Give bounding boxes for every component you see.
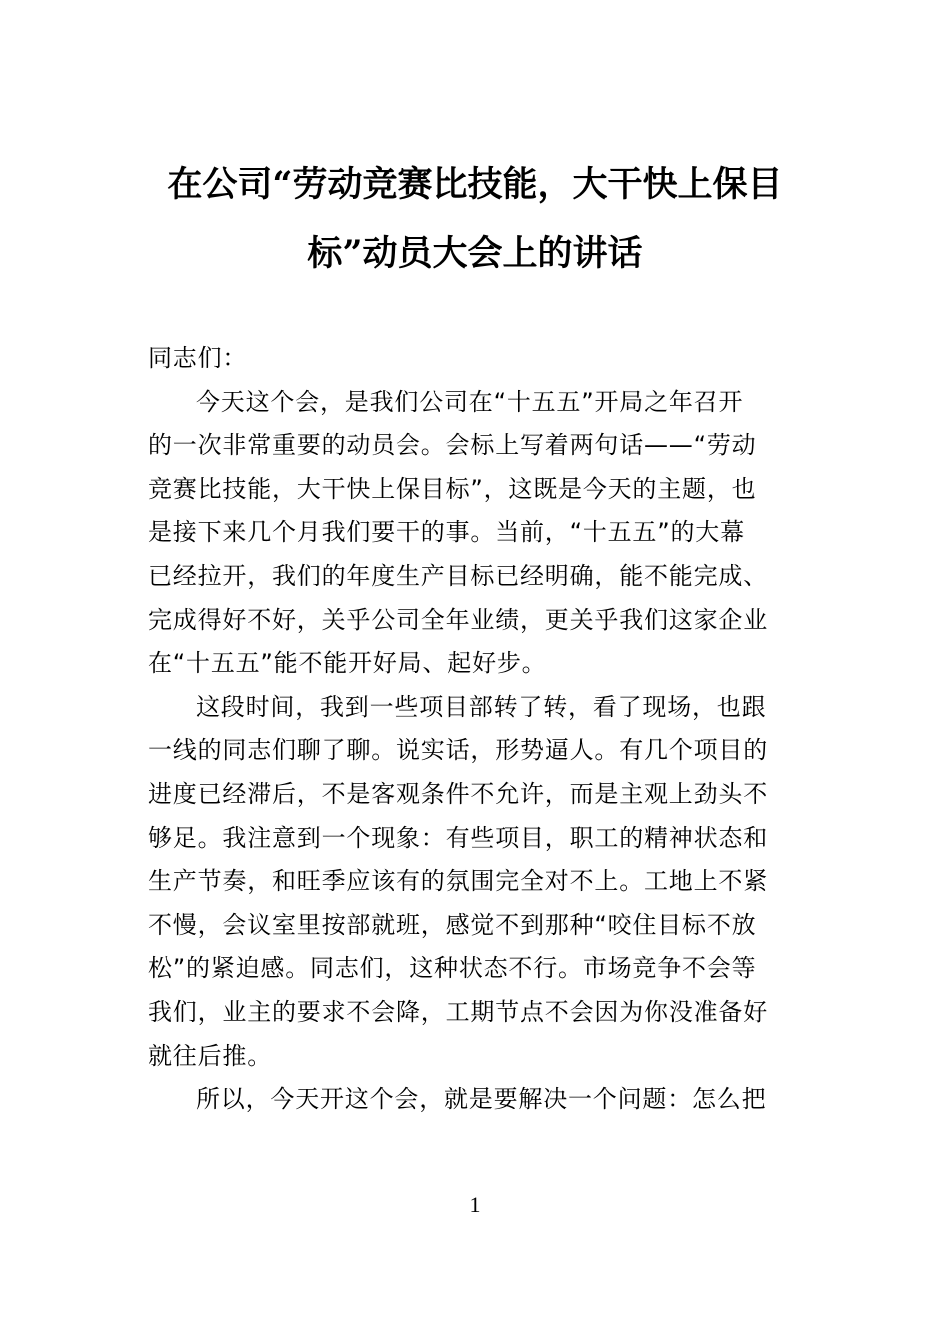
- document-body: [148, 340, 788, 1125]
- paragraph-line: 进度已经滞后，不是客观条件不允许，而是主观上劲头不: [148, 779, 768, 808]
- paragraph-line: 我们，业主的要求不会降，工期节点不会因为你没准备好: [148, 997, 768, 1026]
- paragraph-line: 已经拉开，我们的年度生产目标已经明确，能不能完成、: [148, 561, 768, 590]
- paragraph-line: 竞赛比技能，大干快上保目标”，这既是今天的主题，也: [148, 474, 757, 503]
- paragraph-line: 的一次非常重要的动员会。会标上写着两句话——“劳动: [148, 431, 757, 460]
- paragraph-line: 不慢，会议室里按部就班，感觉不到那种“咬住目标不放: [148, 910, 757, 939]
- paragraph-line: 今天这个会，是我们公司在“十五五”开局之年召开: [196, 387, 744, 416]
- paragraph-line: 一线的同志们聊了聊。说实话，形势逼人。有几个项目的: [148, 736, 768, 765]
- paragraph-line: 就往后推。: [148, 1041, 272, 1070]
- salutation: 同志们：: [148, 344, 248, 372]
- paragraph-line: 这段时间，我到一些项目部转了转，看了现场，也跟: [196, 692, 767, 721]
- document-title-line-1: 在公司“劳动竞赛比技能，大干快上保目: [167, 164, 783, 205]
- document-title-line-2: 标”动员大会上的讲话: [307, 233, 643, 274]
- paragraph-line: 是接下来几个月我们要干的事。当前，“十五五”的大幕: [148, 518, 745, 547]
- paragraph-line: 完成得好不好，关乎公司全年业绩，更关乎我们这家企业: [148, 605, 768, 634]
- paragraph-line: 够足。我注意到一个现象：有些项目，职工的精神状态和: [148, 823, 768, 852]
- paragraph-line: 松”的紧迫感。同志们，这种状态不行。市场竞争不会等: [148, 954, 757, 983]
- paragraph-line: 在“十五五”能不能开好局、起好步。: [148, 649, 547, 678]
- paragraph-line: 所以，今天开这个会，就是要解决一个问题：怎么把: [196, 1085, 767, 1114]
- page-number: 1: [469, 1192, 481, 1217]
- paragraph-line: 生产节奏，和旺季应该有的氛围完全对不上。工地上不紧: [148, 867, 768, 896]
